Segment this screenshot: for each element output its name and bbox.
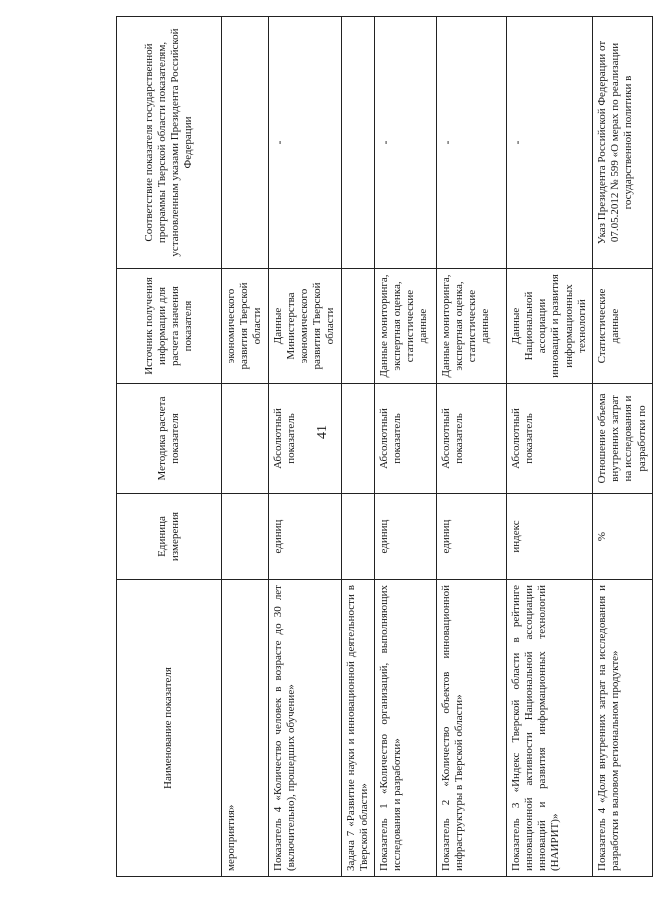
header-name: Наименование показателя <box>117 580 222 877</box>
cell-name: Показатель 2 «Количество объектов инновационной инфраструктуры в Тверской области» <box>436 580 506 877</box>
cell-compliance <box>341 17 374 269</box>
cell-method: Абсолютный показатель <box>268 384 341 494</box>
cell-method <box>341 384 374 494</box>
cell-unit: единиц <box>268 494 341 580</box>
cell-unit <box>222 494 269 580</box>
cell-source: Статистические данные <box>593 269 653 384</box>
cell-unit: единиц <box>374 494 436 580</box>
cell-unit: % <box>593 494 653 580</box>
cell-source <box>341 269 374 384</box>
table-row <box>268 17 341 877</box>
cell-name: Показатель 4 «Количество человек в возрасте до 30 лет (включительно), прошедших обучение» <box>268 580 341 877</box>
cell-source: экономического развития Тверской области <box>222 269 269 384</box>
cell-compliance: - <box>436 17 506 269</box>
cell-name: Задача 7 «Развитие науки и инновационной деятельности в Тверской области» <box>341 580 374 877</box>
cell-method: Абсолютный показатель <box>436 384 506 494</box>
cell-name: мероприятия» <box>222 580 269 877</box>
page-number: 41 <box>315 425 330 439</box>
table-row <box>593 17 653 877</box>
cell-source: Данные мониторинга, экспертная оценка, статистические данные <box>374 269 436 384</box>
cell-method: Абсолютный показатель <box>506 384 592 494</box>
cell-compliance: Указ Президента Российской Федерации от 07.05.2012 № 599 «О мерах по реализации государственной политики в <box>593 17 653 269</box>
cell-name: Показатель 3 «Индекс Тверской области в рейтинге инновационной активности Национальной ассоциации инноваций и развития информационных технологий (НАИРИТ)» <box>506 580 592 877</box>
table-header-row <box>117 17 222 877</box>
cell-unit: индекс <box>506 494 592 580</box>
cell-compliance: - <box>506 17 592 269</box>
cell-unit: единиц <box>436 494 506 580</box>
cell-source: Данные Министерства экономического развития Тверской области <box>268 269 341 384</box>
cell-method <box>222 384 269 494</box>
header-unit: Единица измерения <box>117 494 222 580</box>
rotated-table-container <box>116 17 648 877</box>
cell-name: Показатель 1 «Количество организаций, выполняющих исследования и разработки» <box>374 580 436 877</box>
cell-compliance: - <box>268 17 341 269</box>
table-row <box>506 17 592 877</box>
header-source: Источник получения информации для расчета значения показателя <box>117 269 222 384</box>
table-row <box>341 17 374 877</box>
cell-unit <box>341 494 374 580</box>
header-compliance: Соответствие показателя государственной программы Тверской области показателям, установленным указами Президента Российской Федерации <box>117 17 222 269</box>
table-row <box>374 17 436 877</box>
cell-compliance <box>222 17 269 269</box>
cell-name: Показатель 4 «Доля внутренних затрат на исследования и разработки в валовом региональном продукте» <box>593 580 653 877</box>
cell-source: Данные мониторинга, экспертная оценка, статистические данные <box>436 269 506 384</box>
cell-source: Данные Национальной ассоциации инноваций и развития информационных технологий <box>506 269 592 384</box>
indicators-table <box>116 16 653 877</box>
cell-compliance: - <box>374 17 436 269</box>
cell-method: Абсолютный показатель <box>374 384 436 494</box>
header-method: Методика расчета показателя <box>117 384 222 494</box>
table-row <box>436 17 506 877</box>
cell-method: Отношение объема внутренних затрат на исследования и разработки по <box>593 384 653 494</box>
table-row <box>222 17 269 877</box>
